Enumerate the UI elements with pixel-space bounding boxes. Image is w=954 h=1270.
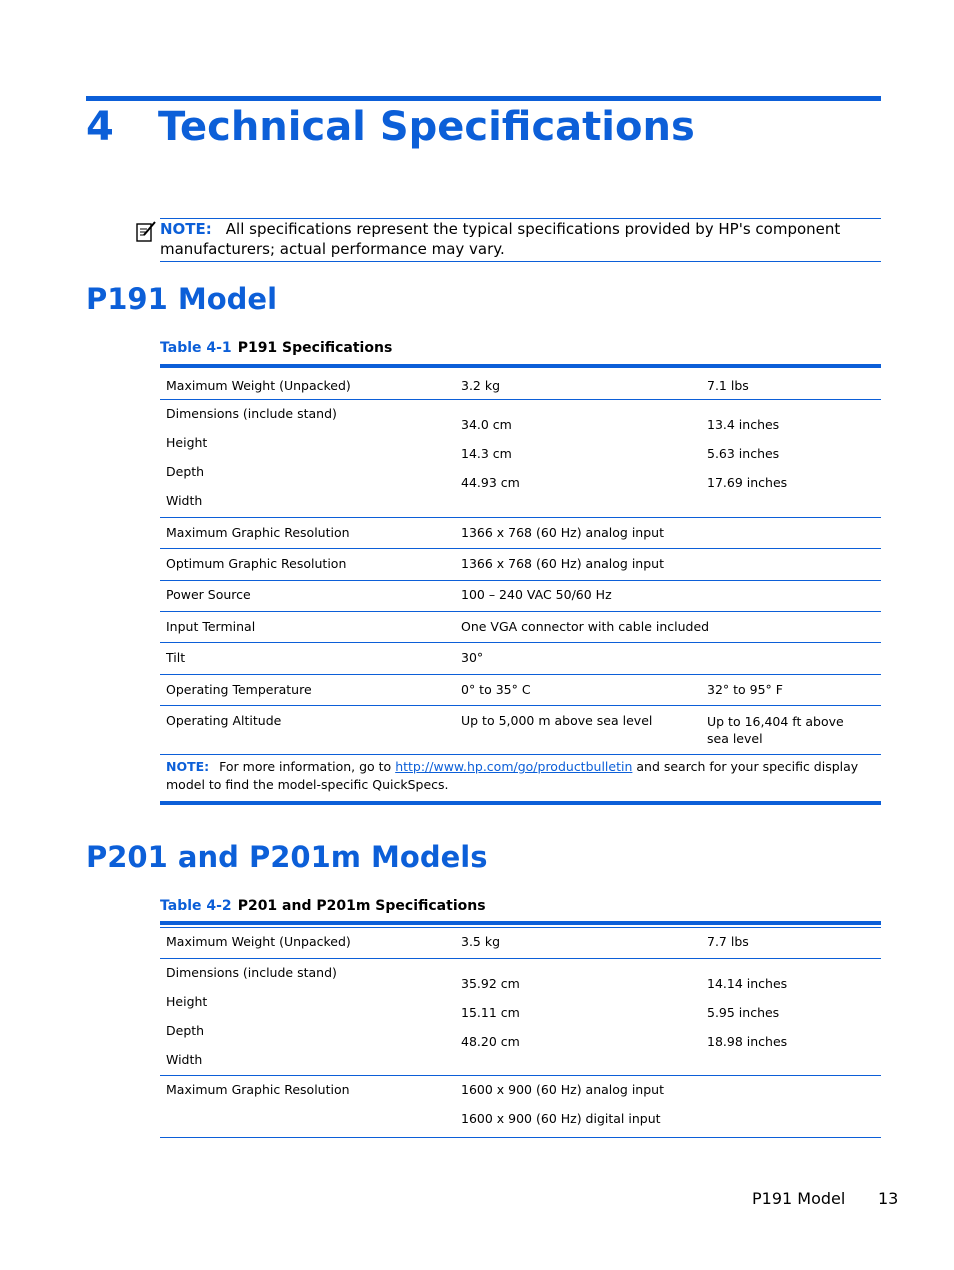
row-value-imperial: Up to 16,404 ft above sea level <box>707 714 844 746</box>
row-value: 0° to 35° C <box>461 682 531 697</box>
row-value: 15.11 cm <box>461 1005 520 1020</box>
row-value: 3.5 kg <box>461 934 501 949</box>
table-row <box>160 928 881 959</box>
row-value-imperial: 18.98 inches <box>707 1034 788 1049</box>
note-label: NOTE: <box>160 220 212 238</box>
row-sublabel: Height <box>166 435 208 450</box>
table-number: Table 4-1 <box>160 340 232 356</box>
row-value: 34.0 cm <box>461 417 512 432</box>
footer-section-title: P191 Model <box>752 1189 846 1208</box>
row-value: 44.93 cm <box>461 475 520 490</box>
table-row <box>160 643 881 675</box>
row-value-imperial: 13.4 inches <box>707 417 780 432</box>
row-value: 48.20 cm <box>461 1034 520 1049</box>
row-label: Dimensions (include stand) <box>166 406 337 421</box>
row-value: 1366 x 768 (60 Hz) analog input <box>461 525 664 540</box>
row-label: Maximum Graphic Resolution <box>166 1082 350 1097</box>
table-row <box>160 368 881 400</box>
table-row <box>160 518 881 549</box>
row-value-imperial: 7.1 lbs <box>707 378 749 393</box>
row-value: 14.3 cm <box>461 446 512 461</box>
row-value-imperial: 17.69 inches <box>707 475 788 490</box>
row-value-imperial: 14.14 inches <box>707 976 788 991</box>
row-label: Operating Altitude <box>166 713 282 728</box>
chapter-title: Technical Specifications <box>158 104 695 150</box>
table-row <box>160 612 881 643</box>
table-note-label: NOTE: <box>166 759 210 774</box>
chapter-heading <box>86 104 695 150</box>
table-row <box>160 400 881 518</box>
row-label: Tilt <box>166 650 186 665</box>
table-top-rule <box>160 921 881 925</box>
table-row <box>160 581 881 612</box>
table-caption-4-2 <box>160 898 486 914</box>
row-sublabel: Depth <box>166 464 205 479</box>
chapter-number: 4 <box>86 104 114 150</box>
row-sublabel: Width <box>166 1052 203 1067</box>
row-sublabel: Width <box>166 493 203 508</box>
row-value-imperial: 5.95 inches <box>707 1005 780 1020</box>
row-value-imperial: 5.63 inches <box>707 446 780 461</box>
row-label: Input Terminal <box>166 619 256 634</box>
table-note <box>160 755 881 800</box>
row-value: 35.92 cm <box>461 976 520 991</box>
footer-page-number: 13 <box>878 1189 899 1208</box>
row-sublabel: Depth <box>166 1023 205 1038</box>
row-sublabel: Height <box>166 994 208 1009</box>
productbulletin-link[interactable]: http://www.hp.com/go/productbulletin <box>395 759 633 774</box>
row-label: Maximum Graphic Resolution <box>166 525 350 540</box>
note-icon <box>135 219 157 243</box>
row-label: Maximum Weight (Unpacked) <box>166 934 351 949</box>
table-caption-4-1 <box>160 340 392 356</box>
row-value: 1366 x 768 (60 Hz) analog input <box>461 556 664 571</box>
chapter-rule <box>86 96 881 101</box>
table-caption-title: P191 Specifications <box>237 340 393 356</box>
table-number: Table 4-2 <box>160 898 232 914</box>
section-title-p201: P201 and P201m Models <box>86 840 488 874</box>
table-row <box>160 549 881 581</box>
row-label: Operating Temperature <box>166 682 312 697</box>
row-value: 3.2 kg <box>461 378 501 393</box>
table-note-text <box>166 758 871 794</box>
note-body: All specifications represent the typical specifications provided by HP's component manufacturers; actual performance may vary. <box>160 220 841 258</box>
row-value: 100 – 240 VAC 50/60 Hz <box>461 587 612 602</box>
table-row <box>160 959 881 1076</box>
table-row <box>160 1076 881 1138</box>
table-caption-title: P201 and P201m Specifications <box>237 898 486 914</box>
row-value: Up to 5,000 m above sea level <box>461 713 653 728</box>
row-label: Power Source <box>166 587 251 602</box>
row-value: 1600 x 900 (60 Hz) analog input <box>461 1082 664 1097</box>
table-row <box>160 706 881 755</box>
row-value: One VGA connector with cable included <box>461 619 710 634</box>
row-label: Optimum Graphic Resolution <box>166 556 347 571</box>
table-note-text-after: and search for your specific display model to find the model-specific QuickSpecs. <box>166 759 859 792</box>
row-value-imperial: 32° to 95° F <box>707 682 783 697</box>
table-bottom-rule <box>160 801 881 805</box>
row-value-imperial: 7.7 lbs <box>707 934 749 949</box>
table-row <box>160 675 881 706</box>
note-text <box>160 219 860 259</box>
row-value: 1600 x 900 (60 Hz) digital input <box>461 1111 661 1126</box>
section-title-p191: P191 Model <box>86 282 278 316</box>
row-value: 30° <box>461 650 484 665</box>
table-note-text-before: For more information, go to <box>219 759 396 774</box>
row-label: Dimensions (include stand) <box>166 965 337 980</box>
row-label: Maximum Weight (Unpacked) <box>166 378 351 393</box>
